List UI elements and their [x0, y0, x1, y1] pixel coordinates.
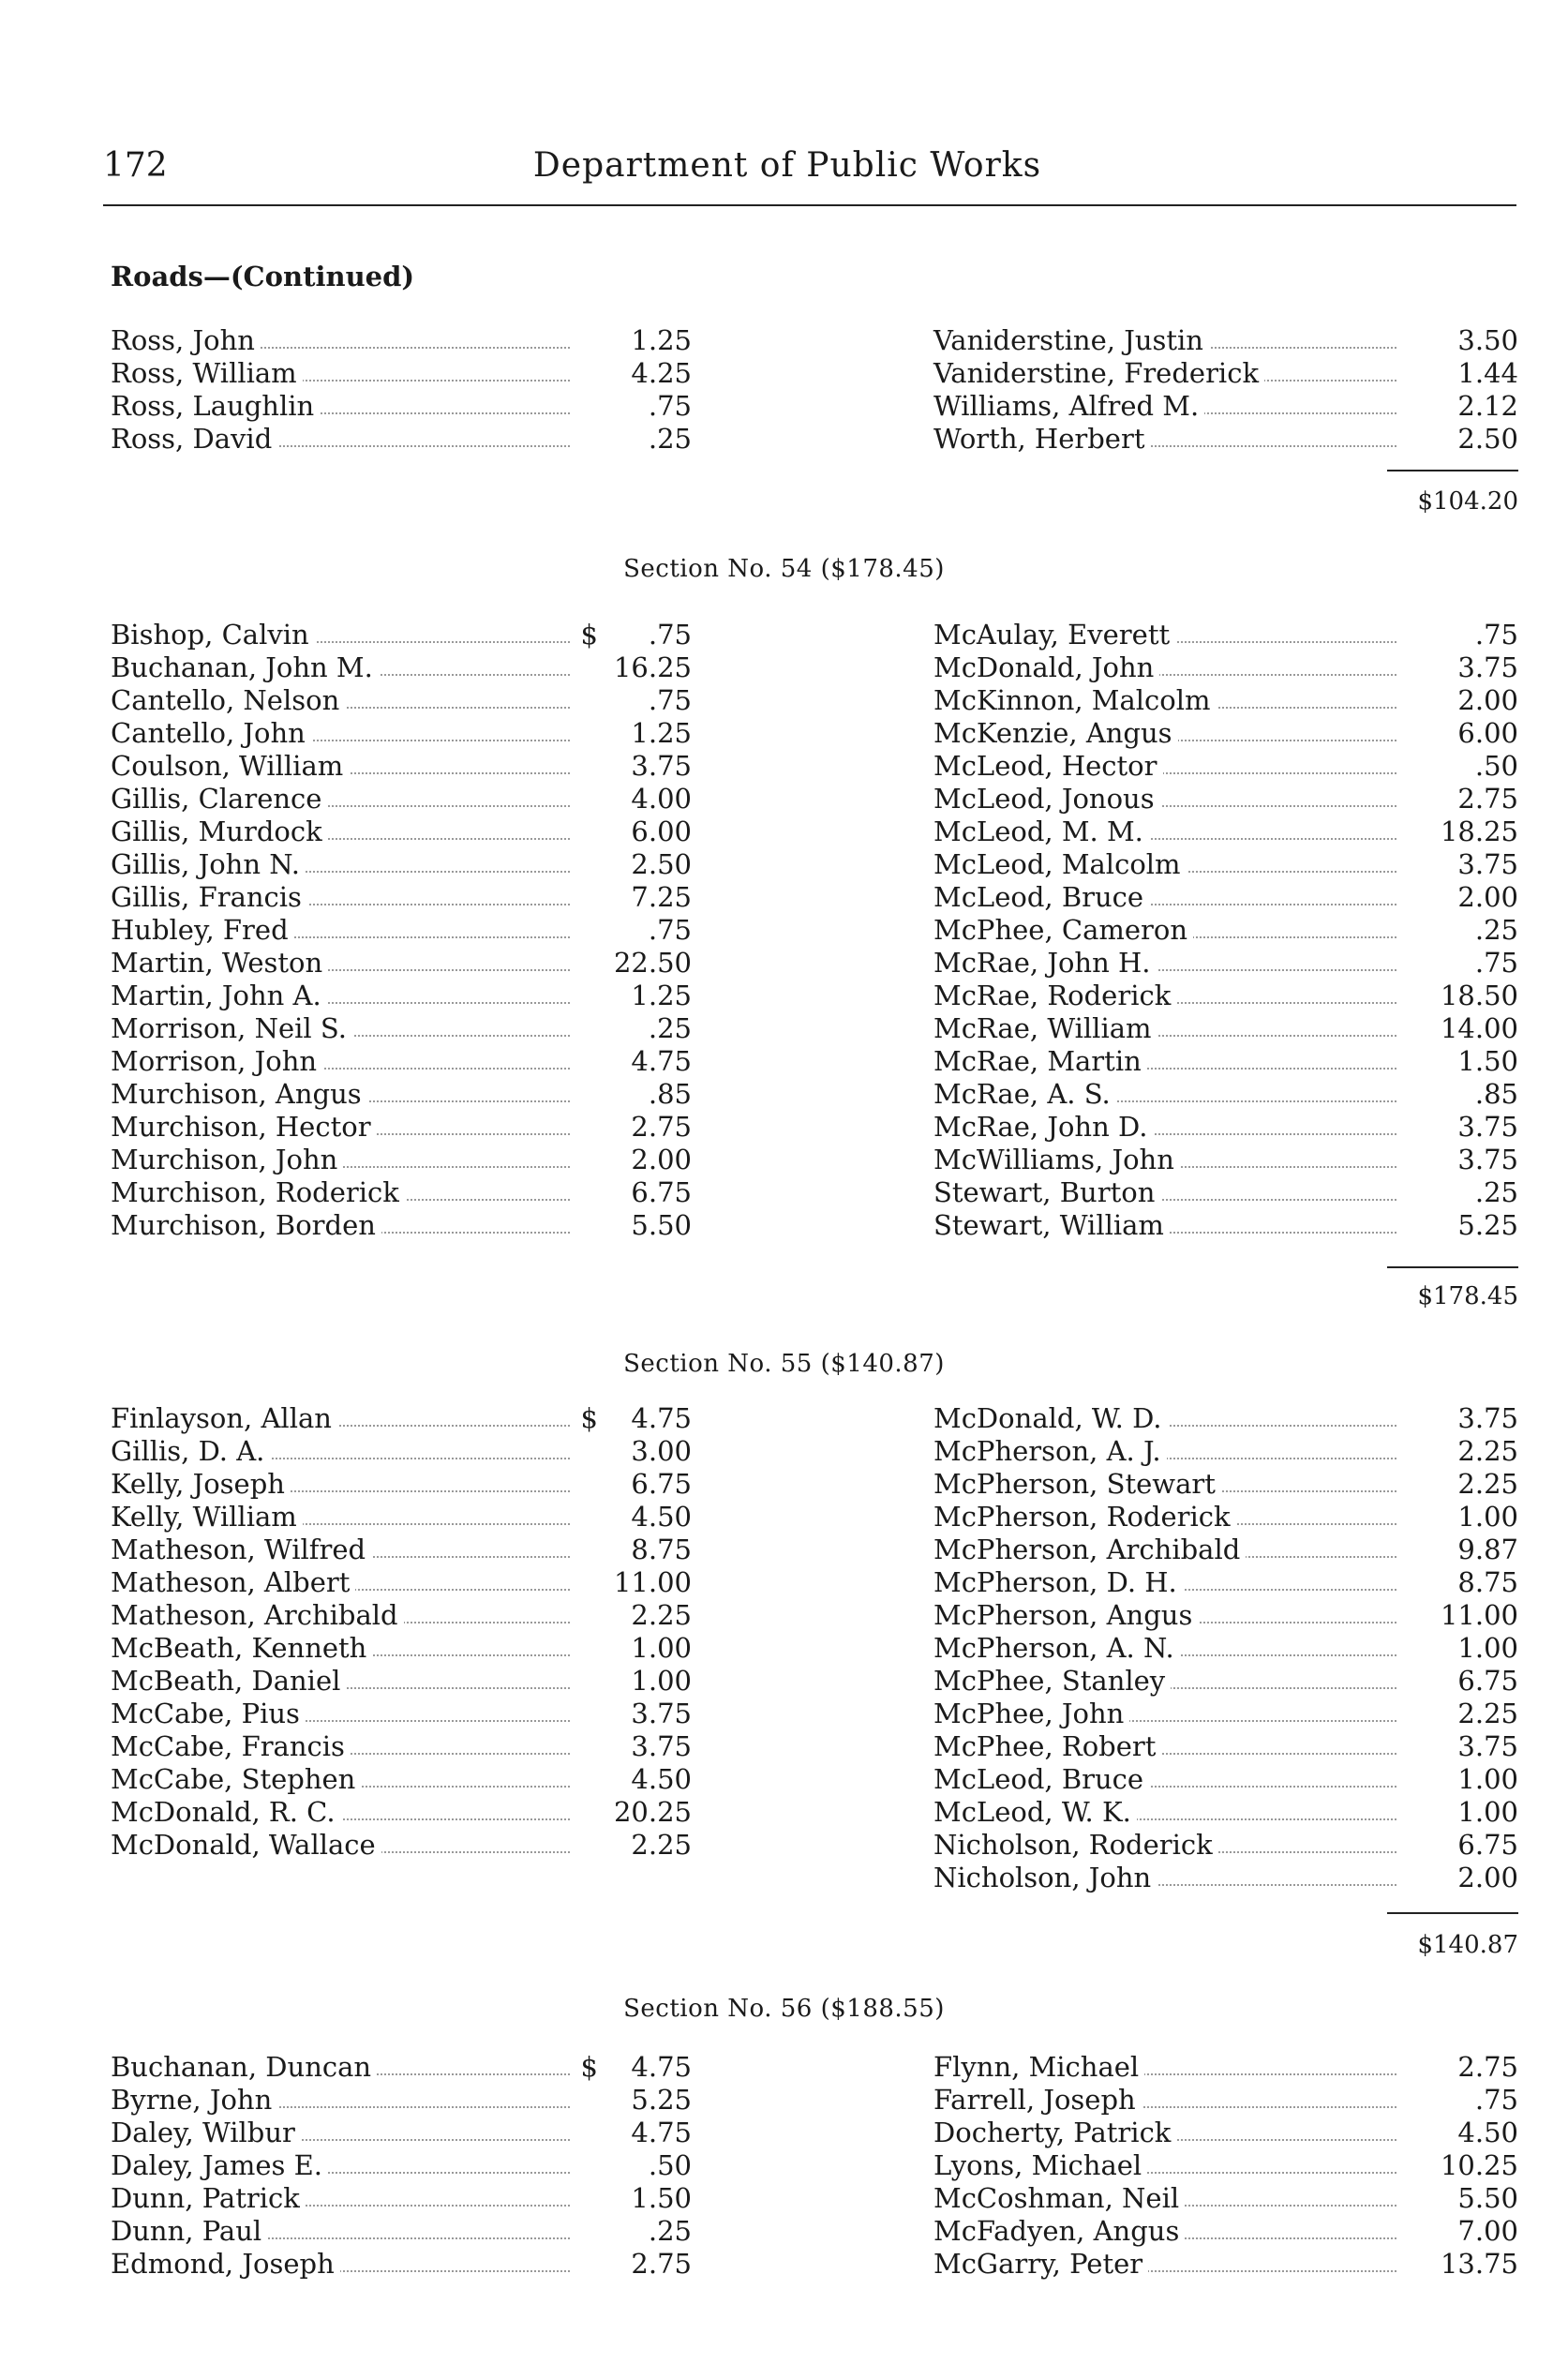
entry-amount: 2.00 — [1425, 1862, 1518, 1894]
entry-name: McCabe, Stephen — [111, 1763, 361, 1796]
entry-name: Gillis, D. A. — [111, 1435, 270, 1468]
entry-name: Nicholson, John — [933, 1862, 1157, 1894]
entry-name: Murchison, John — [111, 1144, 343, 1176]
ledger-entry — [111, 881, 692, 914]
entry-name: McBeath, Daniel — [111, 1665, 346, 1698]
ledger-entry — [111, 1402, 692, 1435]
block1-total-rule — [1387, 470, 1518, 471]
ledger-entry — [933, 1862, 1518, 1894]
entry-name: McBeath, Kenneth — [111, 1632, 372, 1665]
ledger-entry — [111, 324, 692, 357]
entry-name: McDonald, R. C. — [111, 1796, 341, 1829]
ledger-entry — [111, 619, 692, 651]
section54-total-rule — [1387, 1266, 1518, 1268]
entry-amount: 2.75 — [1425, 783, 1518, 815]
section56-title: Section No. 56 ($188.55) — [623, 1995, 945, 2023]
entry-amount: .25 — [1425, 914, 1518, 947]
entry-name: Morrison, John — [111, 1045, 322, 1078]
ledger-entry — [933, 1111, 1518, 1144]
entry-amount: .85 — [1425, 1078, 1518, 1111]
entry-name: McPhee, Cameron — [933, 914, 1193, 947]
entry-amount: 2.25 — [598, 1829, 692, 1862]
ledger-entry — [933, 881, 1518, 914]
entry-name: Docherty, Patrick — [933, 2117, 1176, 2149]
ledger-entry — [111, 2051, 692, 2084]
entry-name: Stewart, William — [933, 1209, 1170, 1242]
entry-name: Buchanan, John M. — [111, 651, 379, 684]
ledger-entry — [933, 2117, 1518, 2149]
entry-name: Dunn, Paul — [111, 2215, 267, 2248]
ledger-entry — [933, 390, 1518, 423]
entry-name: McLeod, Bruce — [933, 1763, 1149, 1796]
ledger-entry — [933, 1599, 1518, 1632]
ledger-entry — [933, 1763, 1518, 1796]
entry-amount: 3.75 — [1425, 1730, 1518, 1763]
entry-name: McLeod, M. M. — [933, 815, 1149, 848]
ledger-entry — [933, 619, 1518, 651]
ledger-entry — [933, 1045, 1518, 1078]
ledger-entry — [933, 357, 1518, 390]
entry-amount: 9.87 — [1425, 1534, 1518, 1566]
entry-name: Vaniderstine, Justin — [933, 324, 1209, 357]
entry-amount: 1.25 — [598, 717, 692, 750]
page-header — [103, 141, 1528, 197]
entry-amount: 5.25 — [598, 2084, 692, 2117]
entry-amount: 3.00 — [598, 1435, 692, 1468]
entry-name: Cantello, John — [111, 717, 311, 750]
ledger-entry — [111, 1045, 692, 1078]
section55-total: $140.87 — [1417, 1931, 1518, 1959]
entry-amount: 5.50 — [598, 1209, 692, 1242]
entry-name: McWilliams, John — [933, 1144, 1180, 1176]
ledger-entry — [933, 2248, 1518, 2281]
entry-name: McRae, Roderick — [933, 980, 1176, 1012]
entry-amount: .25 — [598, 423, 692, 456]
entry-name: Kelly, Joseph — [111, 1468, 291, 1501]
entry-name: Matheson, Albert — [111, 1566, 355, 1599]
entry-name: McLeod, Malcolm — [933, 848, 1187, 881]
entry-name: Vaniderstine, Frederick — [933, 357, 1264, 390]
ledger-entry — [111, 815, 692, 848]
entry-name: McKenzie, Angus — [933, 717, 1178, 750]
ledger-entry — [111, 423, 692, 456]
entry-amount: 1.50 — [598, 2182, 692, 2215]
ledger-entry — [111, 1698, 692, 1730]
ledger-entry — [111, 1435, 692, 1468]
entry-name: Hubley, Fred — [111, 914, 294, 947]
entry-amount: 3.75 — [1425, 1111, 1518, 1144]
entry-amount: 2.00 — [1425, 684, 1518, 717]
entry-name: Byrne, John — [111, 2084, 277, 2117]
ledger-entry — [933, 1176, 1518, 1209]
entry-amount: 2.00 — [598, 1144, 692, 1176]
entry-name: Martin, John A. — [111, 980, 327, 1012]
ledger-entry — [111, 357, 692, 390]
entry-name: McPherson, Archibald — [933, 1534, 1246, 1566]
entry-name: Ross, David — [111, 423, 277, 456]
entry-amount: .75 — [598, 914, 692, 947]
entry-amount: 8.75 — [598, 1534, 692, 1566]
entry-amount: 4.25 — [598, 357, 692, 390]
ledger-entry — [111, 750, 692, 783]
entry-name: McRae, A. S. — [933, 1078, 1116, 1111]
entry-amount: 2.50 — [1425, 423, 1518, 456]
entry-amount: .75 — [1425, 2084, 1518, 2117]
section54-right-column — [933, 619, 1518, 1242]
ledger-entry — [933, 2149, 1518, 2182]
ledger-entry — [933, 980, 1518, 1012]
section54-title: Section No. 54 ($178.45) — [623, 555, 945, 583]
entry-name: McLeod, Jonous — [933, 783, 1160, 815]
entry-name: McPherson, Stewart — [933, 1468, 1221, 1501]
entry-name: Murchison, Hector — [111, 1111, 377, 1144]
entry-name: Lyons, Michael — [933, 2149, 1147, 2182]
ledger-entry — [933, 684, 1518, 717]
ledger-entry — [933, 1078, 1518, 1111]
entry-name: Morrison, Neil S. — [111, 1012, 352, 1045]
entry-amount: 5.50 — [1425, 2182, 1518, 2215]
ledger-entry — [111, 1763, 692, 1796]
ledger-entry — [933, 815, 1518, 848]
entry-amount: 1.50 — [1425, 1045, 1518, 1078]
ledger-entry — [111, 1829, 692, 1862]
entry-amount: 6.00 — [598, 815, 692, 848]
ledger-entry — [111, 2117, 692, 2149]
ledger-entry — [111, 1730, 692, 1763]
entry-name: Coulson, William — [111, 750, 349, 783]
entry-amount: .75 — [1425, 947, 1518, 980]
ledger-entry — [111, 1012, 692, 1045]
entry-amount: 20.25 — [598, 1796, 692, 1829]
ledger-entry — [933, 1632, 1518, 1665]
entry-name: McLeod, Bruce — [933, 881, 1149, 914]
entry-amount: 1.00 — [1425, 1501, 1518, 1534]
ledger-entry — [933, 1468, 1518, 1501]
entry-amount: 1.00 — [1425, 1796, 1518, 1829]
entry-amount: .75 — [598, 684, 692, 717]
entry-amount: 4.75 — [598, 1045, 692, 1078]
entry-name: McRae, Martin — [933, 1045, 1147, 1078]
entry-name: Kelly, William — [111, 1501, 303, 1534]
entry-name: McRae, John H. — [933, 947, 1157, 980]
section56-right-column — [933, 2051, 1518, 2281]
entry-amount: 8.75 — [1425, 1566, 1518, 1599]
ledger-entry — [111, 1209, 692, 1242]
ledger-entry — [933, 2051, 1518, 2084]
entry-amount: 3.75 — [598, 1698, 692, 1730]
ledger-entry — [111, 1632, 692, 1665]
section54-total: $178.45 — [1417, 1282, 1518, 1310]
ledger-entry — [933, 1501, 1518, 1534]
ledger-entry — [933, 1829, 1518, 1862]
entry-amount: 13.75 — [1425, 2248, 1518, 2281]
entry-amount: .75 — [598, 619, 692, 651]
section-heading: Roads—(Continued) — [111, 261, 415, 292]
entry-name: Dunn, Patrick — [111, 2182, 306, 2215]
entry-amount: 1.00 — [1425, 1632, 1518, 1665]
entry-amount: .75 — [1425, 619, 1518, 651]
entry-amount: 3.75 — [598, 750, 692, 783]
ledger-entry — [111, 1111, 692, 1144]
entry-amount: 10.25 — [1425, 2149, 1518, 2182]
entry-name: Gillis, Clarence — [111, 783, 327, 815]
entry-amount: 4.50 — [598, 1501, 692, 1534]
ledger-entry — [933, 324, 1518, 357]
entry-amount: 6.75 — [598, 1468, 692, 1501]
entry-amount: 1.00 — [598, 1632, 692, 1665]
entry-name: McLeod, W. K. — [933, 1796, 1137, 1829]
ledger-entry — [933, 947, 1518, 980]
entry-amount: 3.75 — [1425, 1144, 1518, 1176]
ledger-entry — [111, 914, 692, 947]
ledger-entry — [933, 1209, 1518, 1242]
entry-amount: 1.44 — [1425, 357, 1518, 390]
entry-amount: 2.75 — [598, 2248, 692, 2281]
ledger-entry — [933, 1435, 1518, 1468]
ledger-entry — [933, 1402, 1518, 1435]
entry-name: McCabe, Pius — [111, 1698, 306, 1730]
entry-amount: .50 — [1425, 750, 1518, 783]
entry-amount: 2.75 — [598, 1111, 692, 1144]
entry-amount: 7.25 — [598, 881, 692, 914]
entry-amount: 18.50 — [1425, 980, 1518, 1012]
ledger-entry — [933, 2084, 1518, 2117]
entry-amount: .50 — [598, 2149, 692, 2182]
section55-right-column — [933, 1402, 1518, 1894]
entry-name: Murchison, Borden — [111, 1209, 381, 1242]
entry-amount: 11.00 — [598, 1566, 692, 1599]
entry-name: Daley, Wilbur — [111, 2117, 301, 2149]
ledger-entry — [111, 1566, 692, 1599]
ledger-entry — [933, 1534, 1518, 1566]
entry-amount: 2.25 — [598, 1599, 692, 1632]
entry-name: Finlayson, Allan — [111, 1402, 337, 1435]
ledger-entry — [933, 1144, 1518, 1176]
entry-name: McDonald, John — [933, 651, 1159, 684]
ledger-entry — [111, 1078, 692, 1111]
block1-left-column — [111, 324, 692, 456]
entry-name: McPhee, John — [933, 1698, 1129, 1730]
entry-name: Martin, Weston — [111, 947, 328, 980]
entry-name: Gillis, Francis — [111, 881, 307, 914]
entry-amount: 7.00 — [1425, 2215, 1518, 2248]
ledger-entry — [111, 390, 692, 423]
entry-name: McAulay, Everett — [933, 619, 1175, 651]
page-number: 172 — [103, 146, 168, 185]
section55-title: Section No. 55 ($140.87) — [623, 1350, 945, 1378]
entry-amount: 1.00 — [598, 1665, 692, 1698]
entry-amount: 2.12 — [1425, 390, 1518, 423]
entry-name: McDonald, W. D. — [933, 1402, 1168, 1435]
ledger-entry — [111, 1796, 692, 1829]
entry-amount: 18.25 — [1425, 815, 1518, 848]
ledger-entry — [111, 1144, 692, 1176]
entry-name: Buchanan, Duncan — [111, 2051, 377, 2084]
entry-name: Ross, John — [111, 324, 261, 357]
ledger-entry — [111, 2182, 692, 2215]
ledger-entry — [933, 914, 1518, 947]
entry-name: McPherson, A. N. — [933, 1632, 1180, 1665]
ledger-entry — [111, 2215, 692, 2248]
entry-name: Murchison, Angus — [111, 1078, 367, 1111]
entry-name: McRae, John D. — [933, 1111, 1153, 1144]
entry-name: Gillis, John N. — [111, 848, 306, 881]
entry-amount: .85 — [598, 1078, 692, 1111]
ledger-entry — [933, 717, 1518, 750]
block1-total: $104.20 — [1417, 487, 1518, 516]
entry-amount: 3.75 — [1425, 1402, 1518, 1435]
entry-name: Ross, William — [111, 357, 303, 390]
entry-amount: 2.25 — [1425, 1468, 1518, 1501]
entry-name: Worth, Herbert — [933, 423, 1151, 456]
entry-amount: 4.75 — [598, 2051, 692, 2084]
entry-amount: 3.75 — [1425, 651, 1518, 684]
entry-amount: 6.75 — [1425, 1829, 1518, 1862]
entry-amount: 5.25 — [1425, 1209, 1518, 1242]
entry-name: McDonald, Wallace — [111, 1829, 381, 1862]
entry-amount: 3.75 — [1425, 848, 1518, 881]
entry-amount: 4.00 — [598, 783, 692, 815]
entry-amount: 1.25 — [598, 324, 692, 357]
entry-name: McCoshman, Neil — [933, 2182, 1185, 2215]
entry-amount: 4.50 — [1425, 2117, 1518, 2149]
ledger-entry — [111, 1599, 692, 1632]
entry-name: McKinnon, Malcolm — [933, 684, 1217, 717]
entry-amount: 4.75 — [598, 2117, 692, 2149]
ledger-entry — [111, 717, 692, 750]
ledger-entry — [111, 1501, 692, 1534]
block1-right-column — [933, 324, 1518, 456]
ledger-entry — [933, 1665, 1518, 1698]
entry-amount: 2.50 — [598, 848, 692, 881]
entry-amount: 14.00 — [1425, 1012, 1518, 1045]
dollar-sign: $ — [577, 619, 598, 651]
section54-left-column — [111, 619, 692, 1242]
entry-amount: 2.00 — [1425, 881, 1518, 914]
ledger-entry — [933, 1730, 1518, 1763]
ledger-entry — [933, 1796, 1518, 1829]
ledger-entry — [111, 980, 692, 1012]
ledger-entry — [111, 2084, 692, 2117]
entry-name: McPhee, Stanley — [933, 1665, 1171, 1698]
entry-amount: 22.50 — [598, 947, 692, 980]
entry-name: Bishop, Calvin — [111, 619, 315, 651]
entry-name: Murchison, Roderick — [111, 1176, 405, 1209]
ledger-entry — [933, 423, 1518, 456]
entry-name: McPherson, Roderick — [933, 1501, 1236, 1534]
entry-amount: .25 — [1425, 1176, 1518, 1209]
entry-amount: 4.50 — [598, 1763, 692, 1796]
entry-amount: .25 — [598, 1012, 692, 1045]
ledger-entry — [933, 848, 1518, 881]
entry-name: McPherson, D. H. — [933, 1566, 1183, 1599]
dollar-sign: $ — [577, 1402, 598, 1435]
ledger-entry — [111, 1176, 692, 1209]
ledger-entry — [111, 2248, 692, 2281]
ledger-entry — [933, 651, 1518, 684]
entry-name: Farrell, Joseph — [933, 2084, 1142, 2117]
entry-amount: 2.25 — [1425, 1698, 1518, 1730]
section56-left-column — [111, 2051, 692, 2281]
entry-amount: 11.00 — [1425, 1599, 1518, 1632]
ledger-entry — [933, 2215, 1518, 2248]
header-rule — [103, 204, 1516, 206]
entry-name: McRae, William — [933, 1012, 1157, 1045]
entry-name: Williams, Alfred M. — [933, 390, 1204, 423]
ledger-entry — [933, 1012, 1518, 1045]
entry-name: McPherson, Angus — [933, 1599, 1198, 1632]
entry-name: McLeod, Hector — [933, 750, 1163, 783]
entry-name: McPherson, A. J. — [933, 1435, 1167, 1468]
entry-name: Nicholson, Roderick — [933, 1829, 1218, 1862]
running-title: Department of Public Works — [532, 146, 1042, 185]
entry-amount: 1.25 — [598, 980, 692, 1012]
ledger-entry — [111, 783, 692, 815]
entry-amount: 1.00 — [1425, 1763, 1518, 1796]
entry-name: Stewart, Burton — [933, 1176, 1160, 1209]
section55-total-rule — [1387, 1912, 1518, 1914]
entry-amount: 3.50 — [1425, 324, 1518, 357]
entry-name: Edmond, Joseph — [111, 2248, 340, 2281]
ledger-entry — [933, 2182, 1518, 2215]
entry-amount: 6.75 — [598, 1176, 692, 1209]
ledger-entry — [111, 1468, 692, 1501]
entry-name: Ross, Laughlin — [111, 390, 320, 423]
entry-amount: .75 — [598, 390, 692, 423]
entry-name: Gillis, Murdock — [111, 815, 328, 848]
entry-name: Cantello, Nelson — [111, 684, 345, 717]
section55-left-column — [111, 1402, 692, 1862]
ledger-entry — [111, 2149, 692, 2182]
entry-name: Matheson, Wilfred — [111, 1534, 371, 1566]
entry-amount: 3.75 — [598, 1730, 692, 1763]
entry-amount: 16.25 — [598, 651, 692, 684]
entry-name: McGarry, Peter — [933, 2248, 1148, 2281]
ledger-entry — [111, 651, 692, 684]
entry-name: McFadyen, Angus — [933, 2215, 1185, 2248]
dollar-sign: $ — [577, 2051, 598, 2084]
ledger-entry — [933, 1566, 1518, 1599]
ledger-entry — [111, 848, 692, 881]
entry-amount: 2.25 — [1425, 1435, 1518, 1468]
entry-name: Matheson, Archibald — [111, 1599, 404, 1632]
entry-name: McPhee, Robert — [933, 1730, 1161, 1763]
ledger-entry — [111, 1665, 692, 1698]
ledger-entry — [933, 750, 1518, 783]
ledger-entry — [111, 684, 692, 717]
entry-name: Daley, James E. — [111, 2149, 328, 2182]
entry-amount: .25 — [598, 2215, 692, 2248]
entry-amount: 6.75 — [1425, 1665, 1518, 1698]
ledger-entry — [933, 1698, 1518, 1730]
entry-amount: 2.75 — [1425, 2051, 1518, 2084]
entry-name: McCabe, Francis — [111, 1730, 351, 1763]
entry-amount: 6.00 — [1425, 717, 1518, 750]
ledger-entry — [111, 1534, 692, 1566]
entry-name: Flynn, Michael — [933, 2051, 1144, 2084]
entry-amount: 4.75 — [598, 1402, 692, 1435]
ledger-entry — [933, 783, 1518, 815]
ledger-entry — [111, 947, 692, 980]
